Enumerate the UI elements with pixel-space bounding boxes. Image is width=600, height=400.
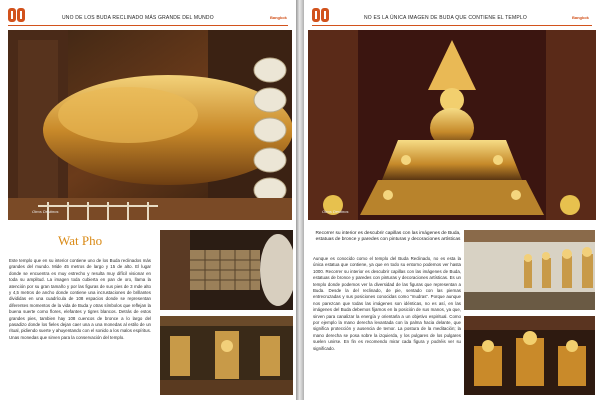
buddha-altar-photo — [464, 316, 595, 395]
page-gutter — [296, 0, 304, 400]
photo-credit: Otros Destinos — [32, 209, 59, 214]
pull-quote: Recorrer su interior es descubrir capillas con las imágenes de Buda, estatuas de bronce y paredes con pinturas y decoraciones artísticas — [315, 231, 461, 243]
place-label: Bangkok — [572, 15, 589, 20]
buddha-feet-photo — [160, 230, 293, 310]
running-title: NO ES LA ÚNICA IMAGEN DE BUDA QUE CONTIENE EL TEMPLO — [364, 15, 527, 21]
place-label: Bangkok — [270, 15, 287, 20]
article-body: Este templo que en su interior contiene uno de los Buda reclinados más grandes del mundo. Mide 45 metros de largo y 15 de alto. El lugar donde se encuentra es muy estrecho y resulta muy difícil visionar en toda su amplitud. La imagen toda cubierta en pan de oro, llama la atención por su gran tamaño y por las figuras de sus pies de 3 mde alto y 4,5 metros de ancho donde contiene una incrustaciones de brillantes divididas en una cuadrícula de 108 espacios donde se representan diferentes momentos de la vida de Buda y otras símbolos que reflejan la buena suerte como flores, elefantes y tigres blancos. Detrás de estos grandes pies, tambien hay 108 cuencos de bronce a lo largo del pasadizo donde los fieles dejan caer una a una monedas al estilo de un ritual, pidiendo suerte y ahuyentando con el sonido a los malos espíritus. Unas monedas que sirven para la conservación del templo. — [9, 258, 151, 340]
reclining-buddha-photo — [8, 30, 292, 220]
magazine-logo — [312, 8, 330, 22]
right-page — [304, 0, 600, 400]
running-title: UNO DE LOS BUDA RECLINADO MÁS GRANDE DEL MUNDO — [62, 15, 214, 21]
article-title: Wat Pho — [58, 233, 103, 248]
left-page — [0, 0, 296, 400]
magazine-logo — [8, 8, 26, 22]
temple-hall-photo — [160, 316, 293, 395]
seated-buddha-photo — [308, 30, 596, 220]
header-rule — [312, 25, 592, 26]
left-header — [0, 0, 296, 26]
article-body: Aunque es conocido como el templo del Buda Reclinado, no es esta la única estatua que contiene, ya que en todo su entorno podemos ver hasta 1000. Recorrer su interior es descubrir capillas con las imágenes de Buda, estatuas de bronce y paredes con pinturas y decoraciones artísticas. Es un templo donde podemos ver la diversidad de las figuras que representan a Buda. Desde la del reclinado, de pie, sentado con las piernas entrecruzadas y sus posiciones conocidas como “mudras”. Porque aunque nos parezcan que todas las imágenes son idénticas, no es así, en las imágenes del Buda debemos fijarnos en la posición de sus manos, ya que, sirven para canalizar la energía y orientarla a un objetivo espiritual. Como por ejemplo la mano derecha levantada con la palma hacia delante, que significa protección y ausencia de temor. La postura de la meditación; la mano derecha se posa sobre la izquierda, y los pulgares de los pulgares suelen unirse. En fin es recomendo mirar cada figura y podréis ver su significado. — [313, 256, 461, 351]
buddha-gallery-photo — [464, 230, 595, 310]
photo-credit: Otros Destinos — [322, 209, 349, 214]
header-rule — [8, 25, 288, 26]
right-header — [304, 0, 600, 26]
